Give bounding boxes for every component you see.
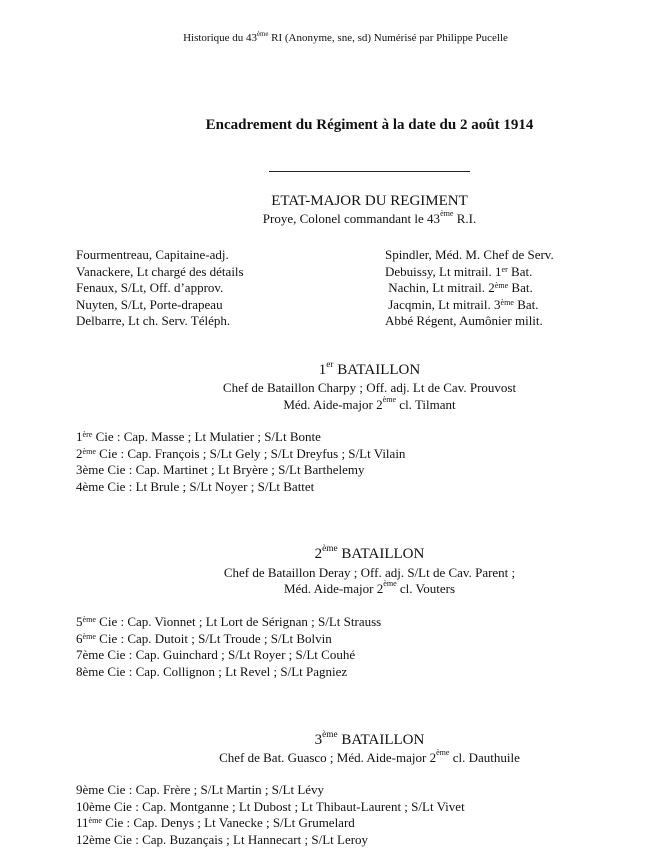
staff-entry: Debuissy, Lt mitrail. 1er Bat.: [385, 263, 533, 279]
company-entry: 1ère Cie : Cap. Masse ; Lt Mulatier ; S/Lt Bonte: [76, 429, 321, 444]
bataillon-2-medecin: Méd. Aide-major 2ème cl. Vouters: [283, 579, 456, 596]
staff-entry: Jacqmin, Lt mitrail. 3ème Bat.: [385, 296, 539, 312]
colonel-sup: ème: [440, 209, 454, 219]
company-entry: 11ème Cie : Cap. Denys ; Lt Vanecke ; S/Lt Grumelard: [76, 815, 355, 830]
company-entry: 9ème Cie : Cap. Frère ; S/Lt Martin ; S/Lt Lévy: [76, 782, 325, 797]
etat-major-right-list: [385, 247, 554, 330]
bataillon-2-heading: 2ème BATAILLON: [314, 544, 425, 562]
staff-entry: Nachin, Lt mitrail. 2ème Bat.: [385, 280, 533, 295]
company-entry: 10ème Cie : Cap. Montganne ; Lt Dubost ; Lt Thibaut-Laurent ; S/Lt Vivet: [76, 798, 465, 814]
staff-entry: Fourmentreau, Capitaine-adj.: [76, 247, 229, 262]
bataillon-1-heading: 1er BATAILLON: [318, 360, 421, 378]
title-divider: [269, 171, 470, 172]
company-entry: 7ème Cie : Cap. Guinchard ; S/Lt Royer ; S/Lt Couhé: [76, 647, 356, 662]
bataillon-3-heading: 3ème BATAILLON: [314, 730, 425, 748]
bataillon-1-chef: Chef de Bataillon Charpy ; Off. adj. Lt de Cav. Prouvost: [222, 380, 517, 395]
document-title: Encadrement du Régiment à la date du 2 août 1914: [205, 117, 534, 133]
staff-entry: Fenaux, S/Lt, Off. d’approv.: [76, 280, 224, 295]
bataillon-2-companies: [76, 614, 381, 680]
company-entry: 4ème Cie : Lt Brule ; S/Lt Noyer ; S/Lt Battet: [76, 478, 315, 494]
company-entry: 2ème Cie : Cap. François ; S/Lt Gely ; S/Lt Dreyfus ; S/Lt Vilain: [76, 445, 406, 461]
etat-major-colonel: [0, 211, 655, 227]
bataillon-2-chef: Chef de Bataillon Deray ; Off. adj. S/Lt de Cav. Parent ;: [223, 565, 516, 580]
company-entry: 5ème Cie : Cap. Vionnet ; Lt Lort de Sérignan ; S/Lt Strauss: [76, 614, 382, 629]
running-header: [0, 32, 655, 44]
colonel-text-end: R.I.: [453, 211, 477, 226]
staff-entry: Delbarre, Lt ch. Serv. Téléph.: [76, 313, 231, 328]
staff-entry: Spindler, Méd. M. Chef de Serv.: [385, 247, 554, 262]
staff-entry: Vanackere, Lt chargé des détails: [76, 263, 244, 279]
company-entry: 3ème Cie : Cap. Martinet ; Lt Bryère ; S/Lt Barthelemy: [76, 462, 365, 477]
header-sup: ème: [257, 30, 269, 38]
company-entry: 12ème Cie : Cap. Buzançais ; Lt Hannecart ; S/Lt Leroy: [76, 831, 369, 847]
staff-entry: Nuyten, S/Lt, Porte-drapeau: [76, 296, 223, 312]
bataillon-1-companies: [76, 429, 405, 495]
company-entry: 8ème Cie : Cap. Collignon ; Lt Revel ; S/Lt Pagniez: [76, 663, 348, 679]
company-entry: 6ème Cie : Cap. Dutoit ; S/Lt Troude ; S/Lt Bolvin: [76, 630, 332, 646]
etat-major-left-list: [76, 247, 244, 330]
bataillon-1-medecin: Méd. Aide-major 2ème cl. Tilmant: [283, 395, 456, 412]
header-text-end: RI (Anonyme, sne, sd) Numérisé par Philippe Pucelle: [268, 32, 508, 44]
bataillon-3-companies: [76, 782, 465, 848]
bataillon-3-chef: Chef de Bat. Guasco ; Méd. Aide-major 2ème cl. Dauthuile: [219, 748, 520, 765]
header-text: Historique du 43: [183, 32, 258, 44]
colonel-text: Proye, Colonel commandant le 43: [262, 211, 441, 226]
etat-major-heading: ETAT-MAJOR DU REGIMENT: [271, 193, 468, 209]
staff-entry: Abbé Régent, Aumônier milit.: [385, 313, 543, 328]
